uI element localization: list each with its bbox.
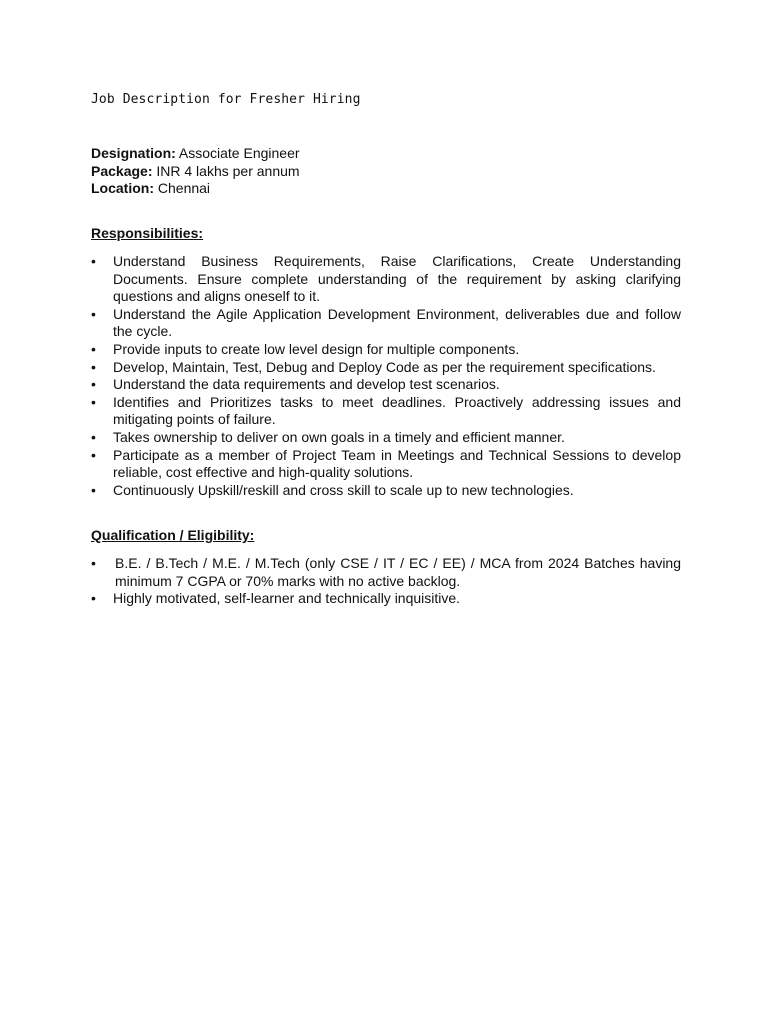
bullet-icon: • xyxy=(91,555,96,571)
responsibilities-list xyxy=(91,253,681,499)
designation-value: Associate Engineer xyxy=(175,145,300,161)
qualification-text: Highly motivated, self-learner and technically inquisitive. xyxy=(113,590,461,607)
list-item xyxy=(91,394,681,429)
qualification-text: B.E. / B.Tech / M.E. / M.Tech (only CSE / IT / EC / EE) / MCA from 2024 Batches having minimum 7 CGPA or 70% marks with no active backlog. xyxy=(115,555,681,589)
list-item xyxy=(91,482,681,500)
responsibility-text: Understand the data requirements and develop test scenarios. xyxy=(113,376,500,393)
bullet-icon: • xyxy=(91,428,96,445)
bullet-icon: • xyxy=(91,481,96,498)
responsibility-text: Continuously Upskill/reskill and cross skill to scale up to new technologies. xyxy=(113,481,574,498)
responsibility-text: Provide inputs to create low level design for multiple components. xyxy=(113,340,520,357)
responsibility-text: Develop, Maintain, Test, Debug and Deploy Code as per the requirement specifications. xyxy=(113,358,656,375)
responsibility-text: Participate as a member of Project Team in Meetings and Technical Sessions to develop reliable, cost effective and high-quality solutions. xyxy=(113,446,681,481)
responsibilities-heading: Responsibilities: xyxy=(91,225,204,241)
bullet-icon: • xyxy=(91,358,96,375)
designation-row xyxy=(91,145,300,163)
list-item xyxy=(91,359,681,377)
list-item xyxy=(91,447,681,482)
responsibility-text: Takes ownership to deliver on own goals in a timely and efficient manner. xyxy=(113,428,565,445)
responsibility-text: Identifies and Prioritizes tasks to meet deadlines. Proactively addressing issues and mitigating points of failure. xyxy=(113,393,681,428)
bullet-icon: • xyxy=(91,376,96,393)
bullet-icon: • xyxy=(91,253,96,269)
list-item xyxy=(91,376,681,394)
location-value: Chennai xyxy=(154,180,211,196)
document-title: Job Description for Fresher Hiring xyxy=(91,92,361,107)
bullet-icon: • xyxy=(91,393,96,410)
package-label: Package: xyxy=(91,162,153,179)
bullet-icon: • xyxy=(91,340,96,357)
list-item xyxy=(91,341,681,359)
responsibility-text: Understand Business Requirements, Raise Clarifications, Create Understanding Documents. Ensure complete understanding of the requirement by asking clarifying questions and aligns oneself to it. xyxy=(113,253,681,305)
list-item xyxy=(91,555,681,590)
location-label: Location: xyxy=(91,180,154,196)
list-item xyxy=(91,429,681,447)
designation-label: Designation: xyxy=(91,145,176,161)
location-row xyxy=(91,180,300,198)
job-details xyxy=(91,145,300,198)
package-value: INR 4 lakhs per annum xyxy=(152,162,300,179)
bullet-icon: • xyxy=(91,590,96,607)
package-row xyxy=(91,163,300,181)
bullet-icon: • xyxy=(91,305,96,322)
list-item xyxy=(91,253,681,306)
qualification-list xyxy=(91,555,681,608)
bullet-icon: • xyxy=(91,446,96,463)
responsibility-text: Understand the Agile Application Development Environment, deliverables due and follow the cycle. xyxy=(113,305,681,340)
list-item xyxy=(91,590,681,608)
list-item xyxy=(91,306,681,341)
qualification-heading: Qualification / Eligibility: xyxy=(91,527,255,543)
